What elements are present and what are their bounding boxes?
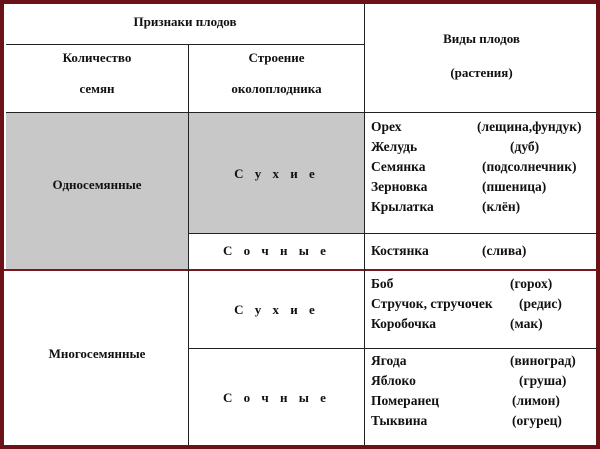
fruit-plant: (огурец) [512,413,562,428]
fruit-plant: (клён) [482,199,521,214]
fruit-row-multi-dry [371,274,597,294]
fruit-row-single-dry [371,157,597,177]
header-fruit-types: Виды плодов [443,31,520,46]
header-features: Признаки плодов [133,14,237,29]
fruit-plant: (лимон) [512,393,560,408]
fruit-name: Боб [371,276,394,291]
fruit-row-multi-juicy [371,391,597,411]
fruit-row-multi-dry [371,314,597,334]
fruit-row-multi-dry [371,294,597,314]
fruit-name: Стручок, стручочек [371,296,493,311]
fruit-name: Крылатка [371,199,434,214]
fruit-name: Померанец [371,393,439,408]
fruit-row-single-dry [371,117,597,137]
header-seed-count: Количество [62,50,132,65]
line-single-multi-divider [4,269,598,271]
fruit-name: Яблоко [371,373,416,388]
fruit-row-single-dry [371,197,597,217]
fruit-name: Костянка [371,243,429,258]
fruit-name: Желудь [371,139,418,154]
fruit-name: Тыквина [371,413,428,428]
fruit-row-single-dry [371,177,597,197]
fruit-name: Ягода [371,353,407,368]
fruit-row-single-juicy [371,241,597,261]
fruit-plant: (виноград) [510,353,576,368]
fruit-plant: (груша) [519,373,567,388]
fruit-name: Коробочка [371,316,437,331]
fruit-plant: (редис) [519,296,562,311]
header-pericarp: Строение [248,50,305,65]
fruit-plant: (слива) [482,243,527,258]
header-pericarp-2: околоплодника [231,81,322,96]
fruit-plant: (мак) [510,316,543,331]
fruit-name: Семянка [371,159,426,174]
fruit-name: Орех [371,119,402,134]
fruit-plant: (лещина,фундук) [477,119,582,134]
fruit-plant: (дуб) [510,139,540,154]
line-multi-dry-juicy [188,348,598,349]
fruit-plant: (подсолнечник) [482,159,577,174]
fruit-row-multi-juicy [371,351,597,371]
fruit-row-multi-juicy [371,371,597,391]
label-single-dry: С у х и е [234,166,319,181]
fruit-name: Зерновка [371,179,428,194]
label-multi-juicy: С о ч н ы е [223,390,330,405]
line-single-dry-juicy [188,233,598,234]
line-under-features [6,44,364,45]
label-multi-seeded: Многосемянные [48,346,146,361]
header-seed-count-2: семян [79,81,115,96]
label-single-juicy: С о ч н ы е [223,243,330,258]
header-fruit-types-2: (растения) [450,65,513,80]
fruit-plant: (горох) [510,276,553,291]
fruit-plant: (пшеница) [482,179,547,194]
label-multi-dry: С у х и е [234,302,319,317]
label-single-seeded: Односемянные [52,177,142,192]
fruit-row-single-dry [371,137,597,157]
fruit-row-multi-juicy [371,411,597,431]
line-under-header [6,112,598,113]
